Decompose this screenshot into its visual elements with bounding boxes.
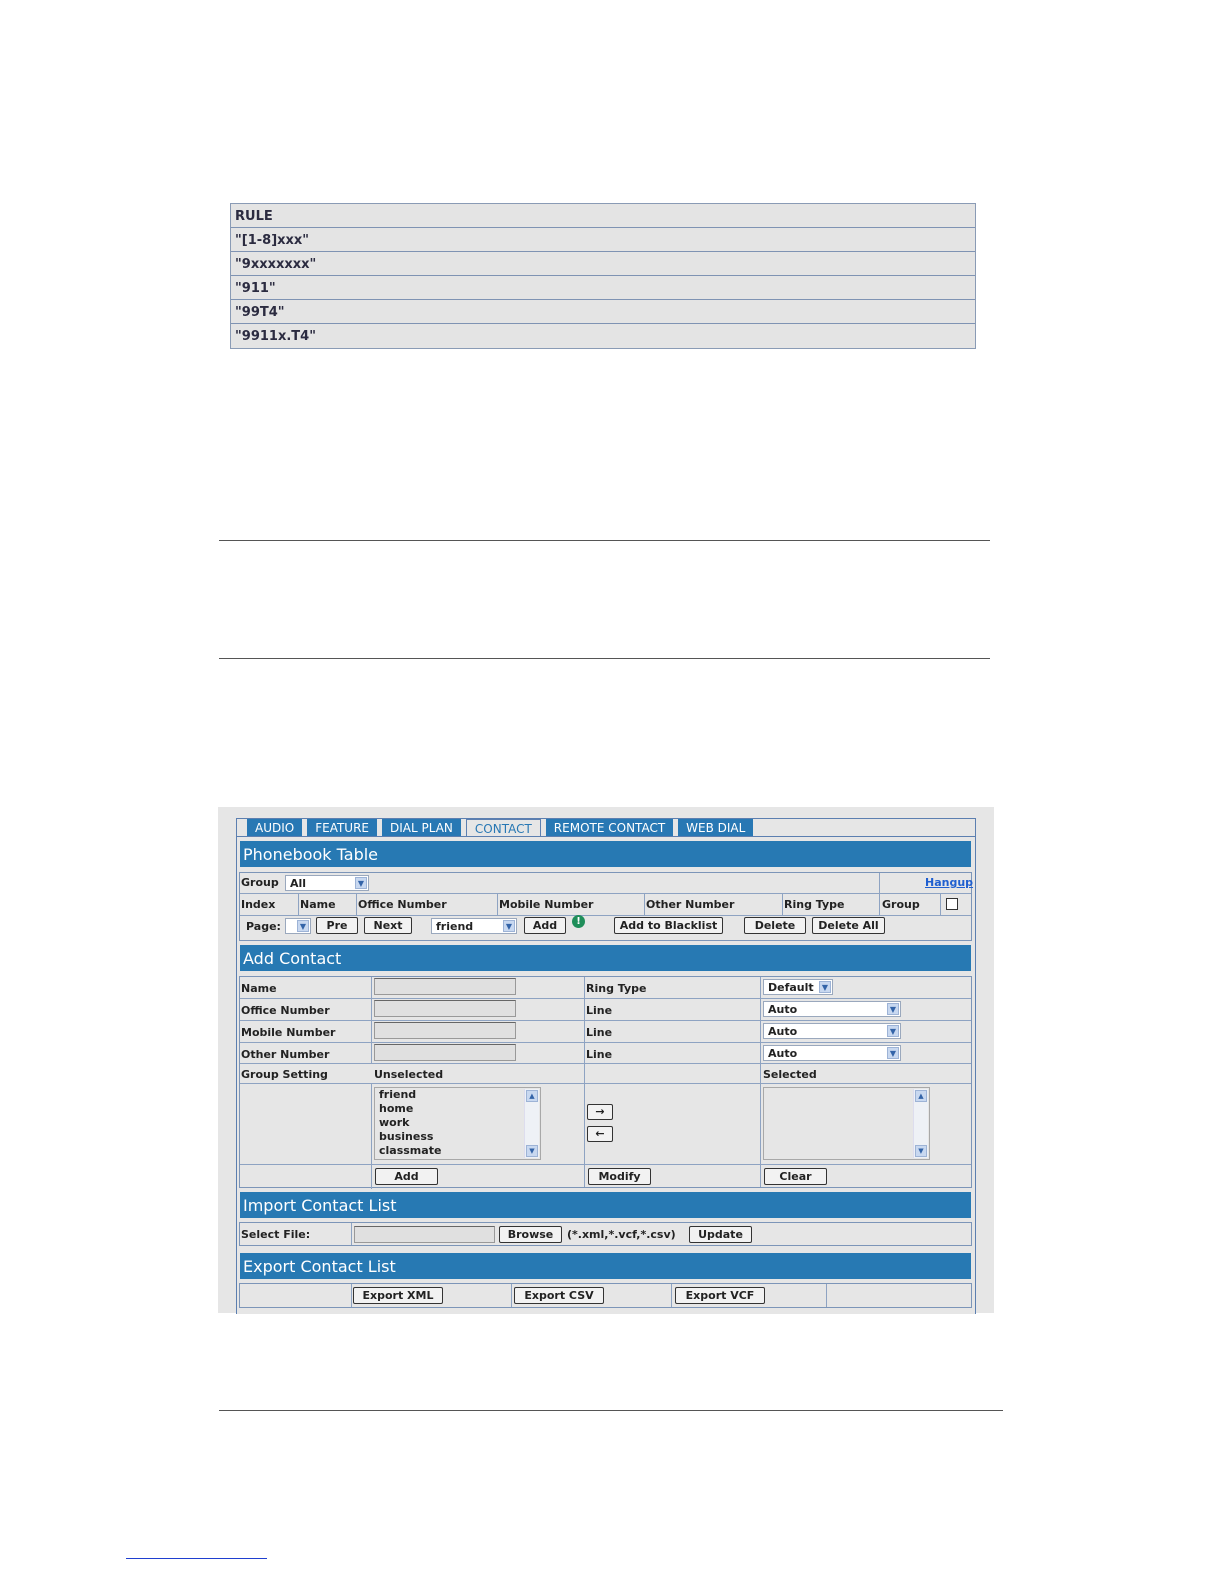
move-left-button[interactable] bbox=[587, 1126, 613, 1142]
tab-contact[interactable]: CONTACT bbox=[466, 819, 541, 836]
add-to-group-button[interactable]: Add bbox=[524, 917, 566, 934]
contact-panel bbox=[218, 807, 994, 1313]
rule-row[interactable]: "[1-8]xxx" bbox=[231, 228, 975, 252]
phonebook-grid bbox=[239, 872, 972, 941]
browse-button[interactable]: Browse bbox=[499, 1226, 562, 1243]
col-ring-type: Ring Type bbox=[784, 898, 845, 911]
office-number-label: Office Number bbox=[241, 1004, 330, 1017]
export-title: Export Contact List bbox=[240, 1253, 971, 1279]
footnote-rule bbox=[126, 1558, 267, 1559]
select-all-checkbox[interactable] bbox=[946, 898, 958, 910]
file-path-field[interactable] bbox=[354, 1226, 495, 1243]
chevron-down-icon: ▼ bbox=[887, 1047, 899, 1059]
line-label: Line bbox=[586, 1004, 613, 1017]
arrow-right-icon: → bbox=[595, 1105, 605, 1118]
list-item[interactable]: home bbox=[379, 1102, 414, 1115]
scrollbar[interactable] bbox=[913, 1089, 928, 1158]
col-name: Name bbox=[300, 898, 336, 911]
mobile-line-select[interactable]: Auto ▼ bbox=[763, 1023, 901, 1039]
col-mobile-number: Mobile Number bbox=[499, 898, 594, 911]
group-label: Group bbox=[241, 876, 279, 889]
tab-underline bbox=[237, 836, 975, 837]
rule-row[interactable]: "9xxxxxxx" bbox=[231, 252, 975, 276]
col-group: Group bbox=[882, 898, 920, 911]
mobile-number-label: Mobile Number bbox=[241, 1026, 336, 1039]
group-filter-select[interactable]: All ▼ bbox=[285, 875, 369, 891]
select-file-label: Select File: bbox=[241, 1228, 311, 1241]
export-grid bbox=[239, 1283, 972, 1308]
chevron-down-icon[interactable]: ▼ bbox=[526, 1145, 538, 1157]
scrollbar[interactable] bbox=[524, 1089, 539, 1158]
other-number-field[interactable] bbox=[374, 1044, 516, 1061]
chevron-down-icon: ▼ bbox=[887, 1025, 899, 1037]
line-label: Line bbox=[586, 1048, 613, 1061]
list-item[interactable]: friend bbox=[379, 1088, 417, 1101]
selected-label: Selected bbox=[763, 1068, 817, 1081]
delete-all-button[interactable]: Delete All bbox=[812, 917, 885, 934]
add-contact-grid bbox=[239, 976, 972, 1188]
chevron-up-icon[interactable]: ▲ bbox=[526, 1090, 538, 1102]
tab-remote-contact[interactable]: REMOTE CONTACT bbox=[546, 819, 673, 836]
mobile-number-field[interactable] bbox=[374, 1022, 516, 1039]
add-contact-button[interactable]: Add bbox=[375, 1168, 438, 1185]
page-select[interactable] bbox=[285, 918, 311, 934]
rule-row[interactable]: "9911x.T4" bbox=[235, 329, 316, 344]
selected-groups-list[interactable] bbox=[763, 1087, 930, 1160]
arrow-left-icon: ← bbox=[595, 1127, 605, 1140]
name-field[interactable] bbox=[374, 978, 516, 995]
chevron-down-icon: ▼ bbox=[355, 877, 367, 889]
phonebook-title: Phonebook Table bbox=[240, 841, 971, 867]
tab-web-dial[interactable]: WEB DIAL bbox=[678, 819, 753, 836]
info-icon[interactable]: ! bbox=[572, 915, 585, 928]
export-vcf-button[interactable]: Export VCF bbox=[675, 1287, 765, 1304]
hangup-link[interactable]: Hangup bbox=[925, 876, 974, 889]
import-grid bbox=[239, 1222, 972, 1246]
list-item[interactable]: work bbox=[379, 1116, 410, 1129]
rule-row[interactable]: "911" bbox=[231, 276, 975, 300]
other-line-select[interactable]: Auto ▼ bbox=[763, 1045, 901, 1061]
line-label: Line bbox=[586, 1026, 613, 1039]
group-move-select[interactable]: friend ▼ bbox=[431, 918, 517, 934]
file-formats-hint: (*.xml,*.vcf,*.csv) bbox=[567, 1228, 676, 1241]
pre-button[interactable]: Pre bbox=[316, 917, 358, 934]
tab-audio[interactable]: AUDIO bbox=[247, 819, 302, 836]
list-item[interactable]: classmate bbox=[379, 1144, 442, 1157]
col-other-number: Other Number bbox=[646, 898, 735, 911]
contact-frame bbox=[236, 818, 976, 1314]
tab-feature[interactable]: FEATURE bbox=[307, 819, 377, 836]
col-index: Index bbox=[241, 898, 276, 911]
group-setting-label: Group Setting bbox=[241, 1068, 328, 1081]
next-button[interactable]: Next bbox=[364, 917, 412, 934]
name-label: Name bbox=[241, 982, 277, 995]
unselected-groups-list[interactable] bbox=[374, 1087, 541, 1160]
col-office-number: Office Number bbox=[358, 898, 447, 911]
dial-rule-table bbox=[230, 203, 976, 349]
ring-type-label: Ring Type bbox=[586, 982, 647, 995]
export-xml-button[interactable]: Export XML bbox=[353, 1287, 443, 1304]
office-line-select[interactable]: Auto ▼ bbox=[763, 1001, 901, 1017]
delete-button[interactable]: Delete bbox=[744, 917, 806, 934]
chevron-down-icon: ▼ bbox=[297, 920, 309, 932]
chevron-down-icon: ▼ bbox=[503, 920, 515, 932]
export-csv-button[interactable]: Export CSV bbox=[514, 1287, 604, 1304]
tab-bar bbox=[237, 819, 758, 836]
page-label: Page: bbox=[246, 920, 281, 933]
add-contact-title: Add Contact bbox=[240, 945, 971, 971]
add-to-blacklist-button[interactable]: Add to Blacklist bbox=[614, 917, 723, 934]
chevron-down-icon: ▼ bbox=[887, 1003, 899, 1015]
clear-button[interactable]: Clear bbox=[764, 1168, 827, 1185]
other-number-label: Other Number bbox=[241, 1048, 330, 1061]
unselected-label: Unselected bbox=[374, 1068, 444, 1081]
move-right-button[interactable] bbox=[587, 1104, 613, 1120]
divider bbox=[219, 658, 990, 659]
ring-type-select[interactable]: Default ▼ bbox=[763, 979, 833, 995]
tab-dial-plan[interactable]: DIAL PLAN bbox=[382, 819, 461, 836]
modify-button[interactable]: Modify bbox=[588, 1168, 651, 1185]
update-button[interactable]: Update bbox=[689, 1226, 752, 1243]
office-number-field[interactable] bbox=[374, 1000, 516, 1017]
list-item[interactable]: business bbox=[379, 1130, 434, 1143]
divider bbox=[219, 1410, 1003, 1411]
divider bbox=[219, 540, 990, 541]
chevron-down-icon: ▼ bbox=[819, 981, 831, 993]
rule-row[interactable]: "99T4" bbox=[231, 300, 975, 324]
chevron-down-icon[interactable]: ▼ bbox=[915, 1145, 927, 1157]
import-title: Import Contact List bbox=[240, 1192, 971, 1218]
rule-header: RULE bbox=[231, 204, 975, 228]
chevron-up-icon[interactable]: ▲ bbox=[915, 1090, 927, 1102]
